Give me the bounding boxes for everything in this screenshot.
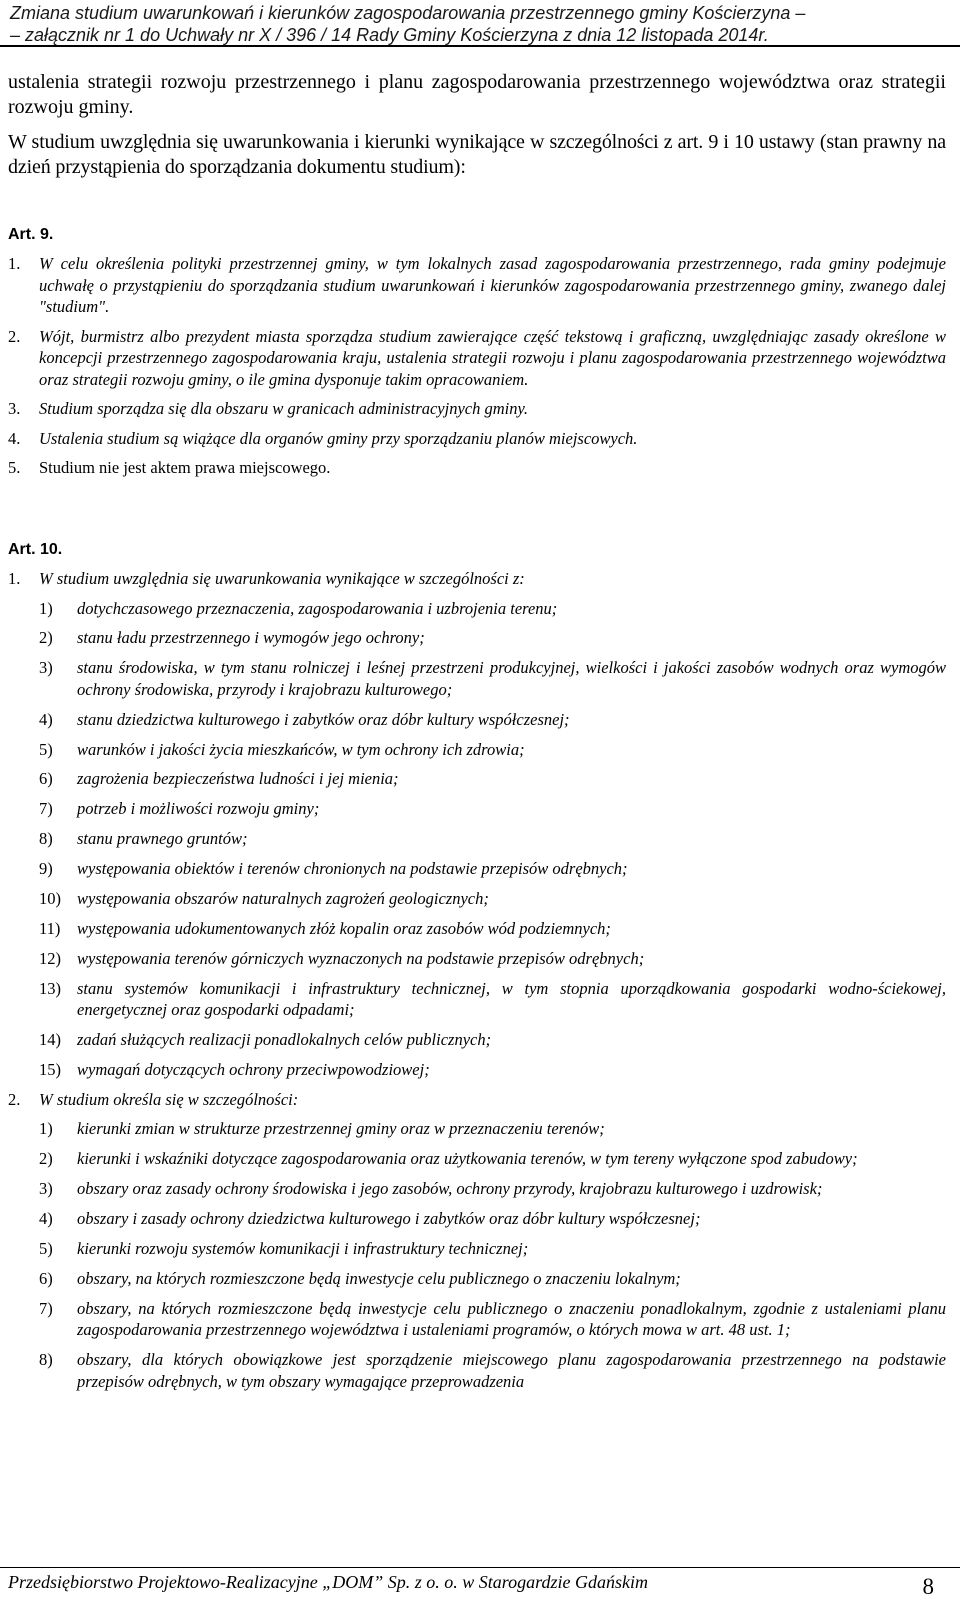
list-item [8,598,946,620]
list-item-text: obszary, dla których obowiązkowe jest sporządzenie miejscowego planu zagospodarowania przestrzennego na podstawie przepisów odrębnych, w tym obszary wymagające przeprowadzenia [77,1350,946,1391]
list-item-number: 3) [39,1179,53,1199]
list-item-number: 14) [39,1030,61,1050]
list-item-number: 6) [39,1268,53,1288]
running-header [10,2,950,46]
paragraph-text: Studium sporządza się dla obszaru w granicach administracyjnych gminy. [39,399,529,418]
list-item [8,978,946,1021]
list-item-text: wymagań dotyczących ochrony przeciwpowodziowej; [77,1059,430,1079]
header-rule [0,45,960,47]
list-item [8,627,946,649]
list-item [8,858,946,880]
list-item-number: 10) [39,889,61,909]
list-item-text: kierunki i wskaźniki dotyczące zagospodarowania oraz użytkowania terenów, w tym tereny wyłączone spod zabudowy; [77,1149,858,1169]
list-item [8,1059,946,1081]
list-item-text: stanu ładu przestrzennego i wymogów jego ochrony; [77,628,425,648]
list-item-number: 1) [39,1119,53,1139]
list-item [8,768,946,790]
article-9-title: Art. 9. [8,226,54,243]
paragraph-text: Wójt, burmistrz albo prezydent miasta sporządza studium zawierające część tekstową i graficzną, uwzględniając zasady określone w koncepcji przestrzennego zagospodarowania kraju, ustalenia strategii rozwoju i planu zagospodarowania przestrzennego województwa oraz strategii rozwoju gminy, o ile gmina dysponuje takim opracowaniem. [39,326,946,389]
list-item [8,1148,946,1170]
paragraph-number: 3. [8,399,21,418]
directions-list [8,1118,946,1392]
article-10-paragraph-1 [8,568,946,590]
list-item-number: 3) [39,658,53,678]
intro-text [8,70,946,180]
list-item-text: występowania terenów górniczych wyznaczonych na podstawie przepisów odrębnych; [77,948,645,968]
list-item-text: obszary, na których rozmieszczone będą inwestycje celu publicznego o znaczeniu ponadlokalnym, zgodnie z ustaleniami planu zagospodarowania przestrzennego województwa i ustaleniami programów, o których mowa w art. 48 ust. 1; [77,1298,946,1340]
paragraph-number: 2. [8,326,21,346]
page-number: 8 [922,1574,934,1599]
list-item [8,1298,946,1341]
list-item [8,888,946,910]
list-item-text: stanu dziedzictwa kulturowego i zabytków oraz dóbr kultury współczesnej; [77,709,570,729]
intro-paragraph-2: W studium uwzględnia się uwarunkowania i kierunki wynikające w szczególności z art. 9 i 10 ustawy (stan prawny na dzień przystąpienia do sporządzania dokumentu studium): [8,131,946,178]
list-item-text: obszary, na których rozmieszczone będą inwestycje celu publicznego o znaczeniu lokalnym; [77,1268,681,1288]
list-item-number: 9) [39,859,53,879]
article-10-paragraph-2 [8,1089,946,1111]
list-item-text: obszary i zasady ochrony dziedzictwa kulturowego i zabytków oraz dóbr kultury współczesnej; [77,1209,701,1229]
list-item-number: 8) [39,829,53,849]
list-item-text: stanu prawnego gruntów; [77,829,248,849]
list-item-text: potrzeb i możliwości rozwoju gminy; [77,799,320,819]
list-item-text: obszary oraz zasady ochrony środowiska i jego zasobów, ochrony przyrody, krajobrazu kulturowego i uzdrowisk; [77,1179,823,1199]
article-9-paragraph-1 [8,253,946,318]
paragraph-number: 2. [8,1089,21,1109]
list-item [8,1208,946,1230]
list-item-number: 2) [39,628,53,648]
list-item [8,1349,946,1392]
article-9-paragraph-5 [8,457,946,479]
header-line-2: – załącznik nr 1 do Uchwały nr X / 396 / 14 Rady Gminy Kościerzyna z dnia 12 listopada 2014r. [10,25,769,45]
list-item-text: występowania obszarów naturalnych zagrożeń geologicznych; [77,889,489,909]
list-item [8,828,946,850]
list-item [8,1268,946,1290]
list-item-number: 4) [39,1209,53,1229]
paragraph-text: Studium nie jest aktem prawa miejscowego. [39,458,331,477]
list-item-number: 4) [39,709,53,729]
list-item-number: 7) [39,799,53,819]
list-item-number: 1) [39,598,53,618]
article-9-paragraph-2 [8,326,946,391]
list-item-text: kierunki zmian w strukturze przestrzennej gminy oraz w przeznaczeniu terenów; [77,1119,605,1139]
list-item [8,657,946,700]
list-item-text: występowania udokumentowanych złóż kopalin oraz zasobów wód podziemnych; [77,918,611,938]
paragraph-text: Ustalenia studium są wiążące dla organów gminy przy sporządzaniu planów miejscowych. [39,428,638,448]
list-item-text: stanu systemów komunikacji i infrastruktury technicznej, w tym stopnia uporządkowania gospodarki wodno-ściekowej, energetycznej oraz gospodarki odpadami; [77,978,946,1020]
paragraph-text: W studium określa się w szczególności: [39,1089,299,1109]
paragraph-text: W studium uwzględnia się uwarunkowania wynikające w szczególności z: [39,569,525,588]
list-item-text: zagrożenia bezpieczeństwa ludności i jej mienia; [77,769,399,789]
header-line-1: Zmiana studium uwarunkowań i kierunków zagospodarowania przestrzennego gminy Kościerzyna – [10,3,806,23]
list-item-number: 8) [39,1350,53,1370]
list-item-text: występowania obiektów i terenów chronionych na podstawie przepisów odrębnych; [77,859,628,879]
list-item [8,798,946,820]
article-9-paragraph-4 [8,428,946,450]
list-item-number: 12) [39,948,61,968]
list-item [8,709,946,731]
list-item-number: 6) [39,769,53,789]
list-item [8,1178,946,1200]
list-item-number: 7) [39,1298,53,1318]
list-item-number: 5) [39,739,53,759]
article-10-title: Art. 10. [8,541,63,558]
paragraph-number: 4. [8,428,21,448]
list-item-number: 2) [39,1149,53,1169]
paragraph-number: 5. [8,458,21,477]
conditions-list [8,598,946,1081]
list-item [8,1029,946,1051]
article-9-paragraph-3 [8,398,946,420]
list-item [8,1118,946,1140]
list-item [8,739,946,761]
intro-paragraph-1: ustalenia strategii rozwoju przestrzennego i planu zagospodarowania przestrzennego województwa oraz strategii rozwoju gminy. [8,71,946,118]
paragraph-number: 1. [8,254,21,273]
list-item-text: kierunki rozwoju systemów komunikacji i infrastruktury technicznej; [77,1238,529,1258]
footer-rule [0,1567,960,1568]
list-item-number: 11) [39,918,61,938]
list-item-text: warunków i jakości życia mieszkańców, w tym ochrony ich zdrowia; [77,739,525,759]
list-item-number: 5) [39,1238,53,1258]
list-item [8,1238,946,1260]
article-9-body [8,253,946,487]
footer-company: Przedsiębiorstwo Projektowo-Realizacyjne „DOM” Sp. z o. o. w Starogardzie Gdańskim [8,1572,648,1592]
article-10-body [8,568,946,1400]
paragraph-text: W celu określenia polityki przestrzennej gminy, w tym lokalnych zasad zagospodarowania przestrzennego, rada gminy podejmuje uchwałę o przystąpieniu do sporządzania studium uwarunkowań i kierunków zagospodarowania przestrzennego gminy, zwanego dalej "studium". [39,254,946,316]
list-item [8,918,946,940]
list-item-text: dotychczasowego przeznaczenia, zagospodarowania i uzbrojenia terenu; [77,598,558,618]
list-item-number: 13) [39,978,61,998]
list-item-text: zadań służących realizacji ponadlokalnych celów publicznych; [77,1030,492,1050]
paragraph-number: 1. [8,569,21,588]
list-item-number: 15) [39,1059,61,1079]
list-item-text: stanu środowiska, w tym stanu rolniczej i leśnej przestrzeni produkcyjnej, wielkości i jakości zasobów wodnych oraz wymogów ochrony środowiska, przyrody i krajobrazu kulturowego; [77,658,946,699]
list-item [8,948,946,970]
